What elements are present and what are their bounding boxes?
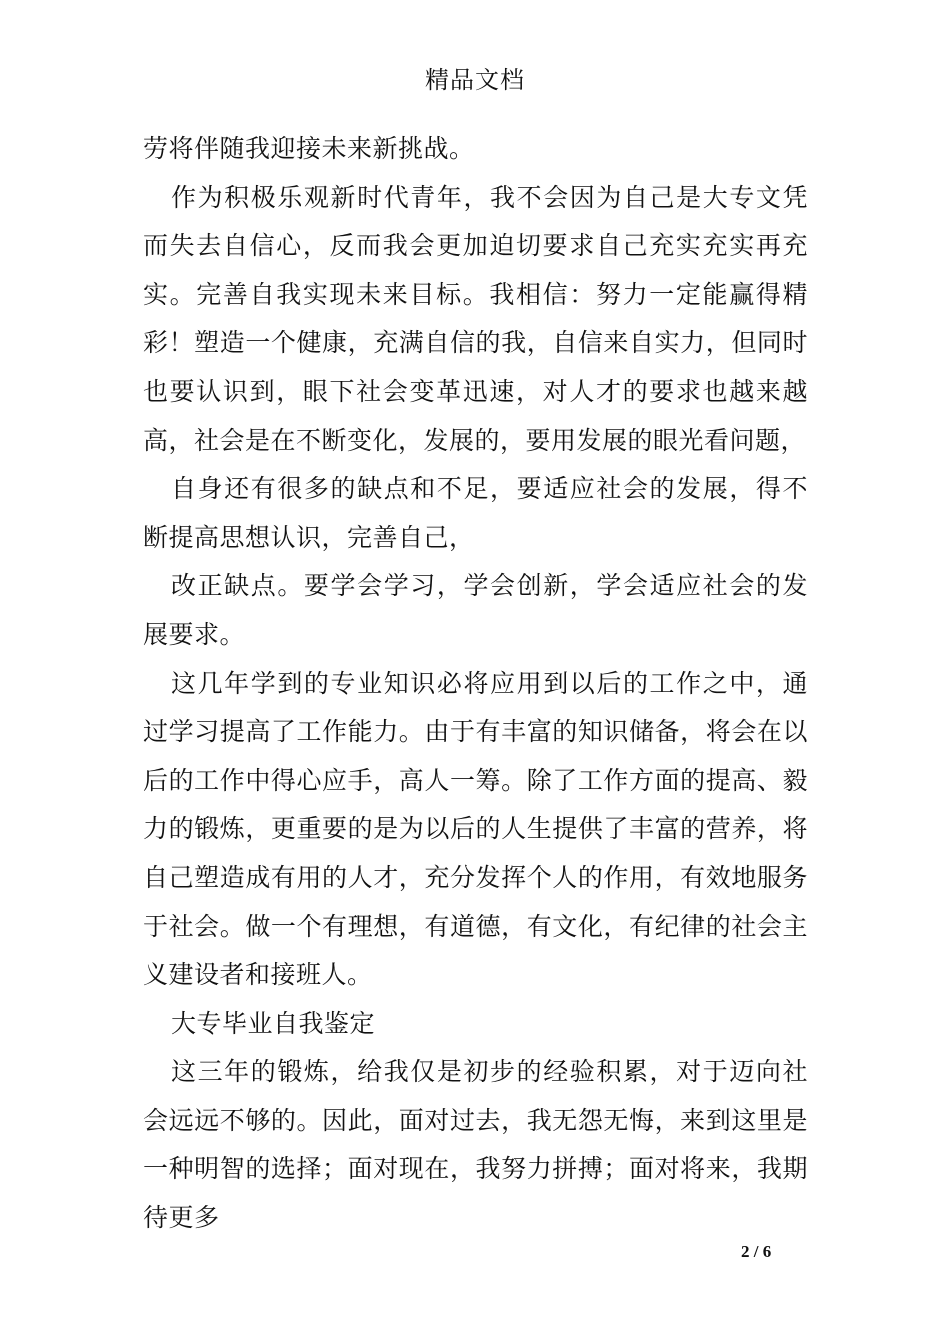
paragraph: 改正缺点。要学会学习，学会创新，学会适应社会的发展要求。 xyxy=(143,571,808,649)
paragraph: 这三年的锻炼，给我仅是初步的经验积累，对于迈向社会远远不够的。因此，面对过去，我无怨无悔，来到这里是一种明智的选择；面对现在，我努力拼搏；面对将来，我期待更多 xyxy=(143,1057,808,1233)
paragraph: 这几年学到的专业知识必将应用到以后的工作之中，通过学习提高了工作能力。由于有丰富的知识储备，将会在以后的工作中得心应手，高人一筹。除了工作方面的提高、毅力的锻炼，更重要的是为以后的人生提供了丰富的营养，将自己塑造成有用的人才，充分发挥个人的作用，有效地服务于社会。做一个有理想，有道德，有文化，有纪律的社会主义建设者和接班人。 xyxy=(143,668,808,990)
page-header-title: 精品文档 xyxy=(425,66,525,94)
paragraph: 作为积极乐观新时代青年，我不会因为自己是大专文凭而失去自信心，反而我会更加迫切要求自己充实充实再充实。完善自我实现未来目标。我相信：努力一定能赢得精彩！塑造一个健康，充满自信的我，自信来自实力，但同时也要认识到，眼下社会变革迅速，对人才的要求也越来越高，社会是在不断变化，发展的，要用发展的眼光看问题， xyxy=(143,182,808,455)
document-body xyxy=(143,125,808,1243)
page-number: 2 / 6 xyxy=(741,1242,772,1261)
section-heading: 大专毕业自我鉴定 xyxy=(171,1008,376,1038)
paragraph-continuation: 劳将伴随我迎接未来新挑战。 xyxy=(143,134,475,163)
paragraph: 自身还有很多的缺点和不足，要适应社会的发展，得不断提高思想认识，完善自己， xyxy=(143,474,808,552)
